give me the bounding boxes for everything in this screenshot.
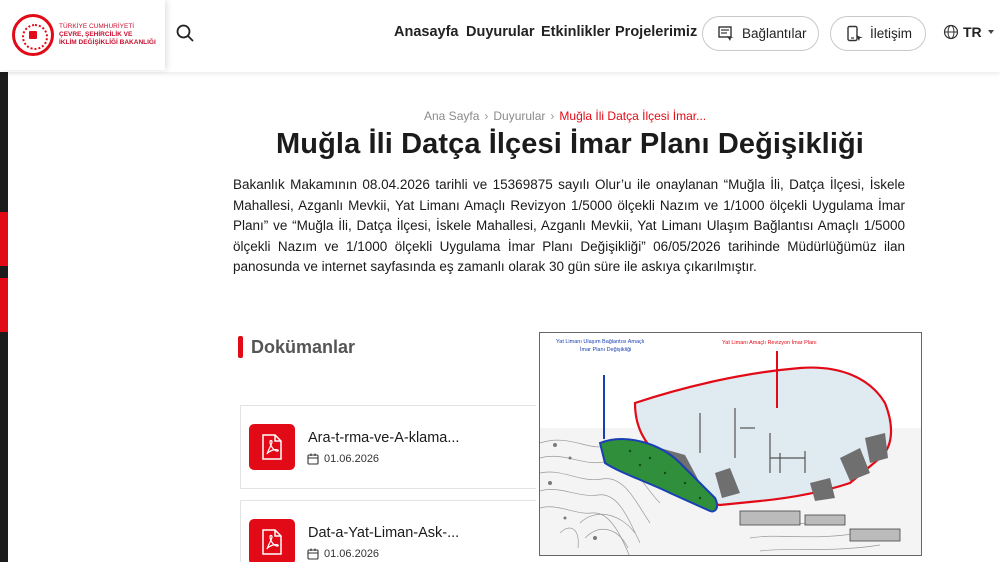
announcement-body: Bakanlık Makamının 08.04.2026 tarihli ve 15369875 sayılı Olur’u ile onaylanan “Muğla İli, Datça İlçesi, İskele Mahallesi, Azganlı Mevkii, Yat Limanı Amaçlı Revizyon 1/5000 ölçekli Nazım ve 1/1000 ölçekli Uygulama İmar Planı” ve “Muğla İli, Datça İlçesi, İskele Mahallesi, Azganlı Mevkii, Yat Limanı Ulaşım Bağlantısı Amaçlı 1/5000 ölçekli Nazım ve 1/1000 ölçekli Uygulama İmar Planı Değişikliği” 06/05/2026 tarihinde Müdürlüğümüz ilan panosunda ve internet sayfasında eş zamanlı olarak 30 gün süre ile askıya çıkarılmıştır. (233, 177, 905, 274)
links-label: Bağlantılar (742, 26, 807, 41)
language-label: TR (963, 24, 982, 40)
page-title: Muğla İli Datça İlçesi İmar Planı Değişikliği (276, 128, 864, 160)
left-edge-marker (0, 278, 8, 332)
pdf-icon (249, 424, 295, 470)
calendar-icon (307, 548, 319, 560)
contact-button[interactable] (830, 16, 926, 51)
heading-accent-bar (238, 336, 243, 358)
map-label-access-road: Yat Limanı Ulaşım Bağlantısı Amaçlı (556, 339, 645, 345)
map-label-access-road-2: İmar Planı Değişikliği (580, 347, 632, 353)
nav-projects[interactable]: Projelerimiz (615, 24, 698, 40)
breadcrumb-separator-icon: › (550, 109, 555, 123)
documents-heading (238, 336, 355, 358)
nav-home[interactable]: Anasayfa (394, 24, 459, 40)
document-name: Dat-a-Yat-Liman-Ask-... (308, 525, 460, 541)
breadcrumb-separator-icon: › (484, 109, 489, 123)
documents-heading-label: Dokümanlar (251, 336, 356, 357)
site-header (0, 0, 1000, 72)
search-icon[interactable] (176, 24, 194, 42)
ministry-seal-icon (12, 14, 54, 56)
map-label-marina: Yat Limanı Amaçlı Revizyon İmar Planı (722, 340, 817, 346)
globe-icon (943, 24, 959, 40)
document-name: Ara-t-rma-ve-A-klama... (308, 430, 460, 446)
nav-events[interactable]: Etkinlikler (541, 24, 611, 40)
calendar-icon (307, 453, 319, 465)
contact-label: İletişim (870, 26, 913, 41)
breadcrumb (424, 109, 706, 123)
pdf-icon (249, 519, 295, 562)
logo-text: TÜRKİYE CUMHURİYETİ ÇEVRE, ŞEHİRCİLİK VE İKLİM DEĞİŞİKLİĞİ BAKANLIĞI (59, 23, 156, 46)
document-item[interactable] (240, 500, 536, 562)
document-item[interactable] (240, 405, 536, 489)
links-icon (717, 25, 735, 43)
nav-announcements[interactable]: Duyurular (466, 24, 535, 40)
zoning-plan-map[interactable] (539, 332, 922, 556)
language-selector[interactable] (943, 24, 994, 40)
breadcrumb-current: Muğla İli Datça İlçesi İmar... (559, 109, 707, 123)
document-date: 01.06.2026 (307, 453, 379, 465)
breadcrumb-announcements[interactable]: Duyurular (493, 109, 546, 123)
breadcrumb-home[interactable]: Ana Sayfa (424, 109, 480, 123)
contact-icon (845, 25, 863, 43)
left-edge-marker (0, 212, 8, 266)
links-button[interactable] (702, 16, 819, 51)
chevron-down-icon (988, 30, 994, 34)
document-date: 01.06.2026 (307, 548, 379, 560)
ministry-logo[interactable] (0, 0, 165, 70)
